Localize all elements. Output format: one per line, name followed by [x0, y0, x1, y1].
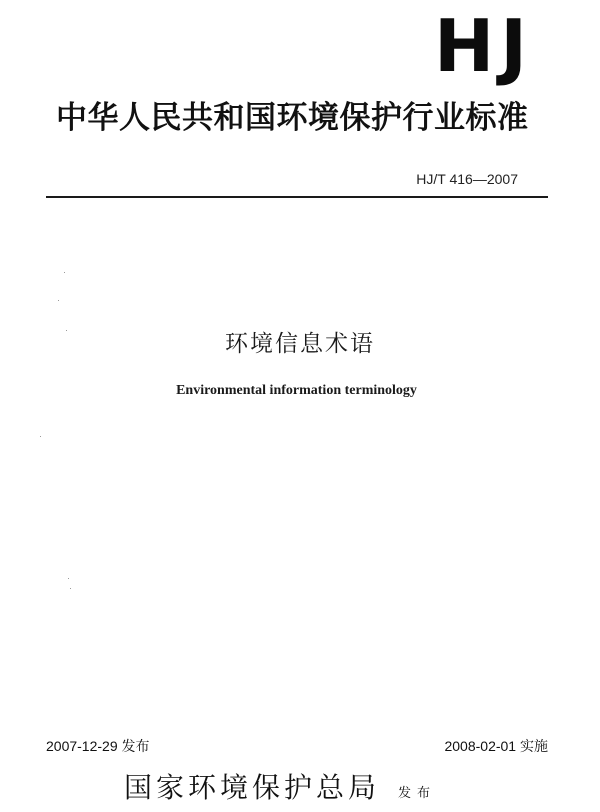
- header-title: 中华人民共和国环境保护行业标准: [56, 100, 529, 136]
- issuer-action: 发布: [398, 786, 437, 801]
- implement-date: 2008-02-01 实施: [444, 738, 548, 754]
- hj-logo: HJ: [433, 4, 533, 88]
- standard-number: HJ/T 416—2007: [416, 171, 518, 187]
- header-divider: [46, 196, 548, 198]
- document-title-cn: 环境信息术语: [225, 331, 375, 357]
- issuer-name: 国家环境保护总局: [124, 771, 381, 804]
- scan-speck: [66, 330, 67, 331]
- scan-speck: [58, 300, 59, 301]
- scan-speck: [68, 578, 69, 579]
- issuer-block: [124, 770, 436, 812]
- scan-speck: [40, 436, 41, 437]
- issue-date: 2007-12-29 发布: [46, 738, 150, 754]
- document-title-en: Environmental information terminology: [176, 383, 417, 398]
- scan-speck: [70, 588, 71, 589]
- scan-speck: [64, 272, 65, 273]
